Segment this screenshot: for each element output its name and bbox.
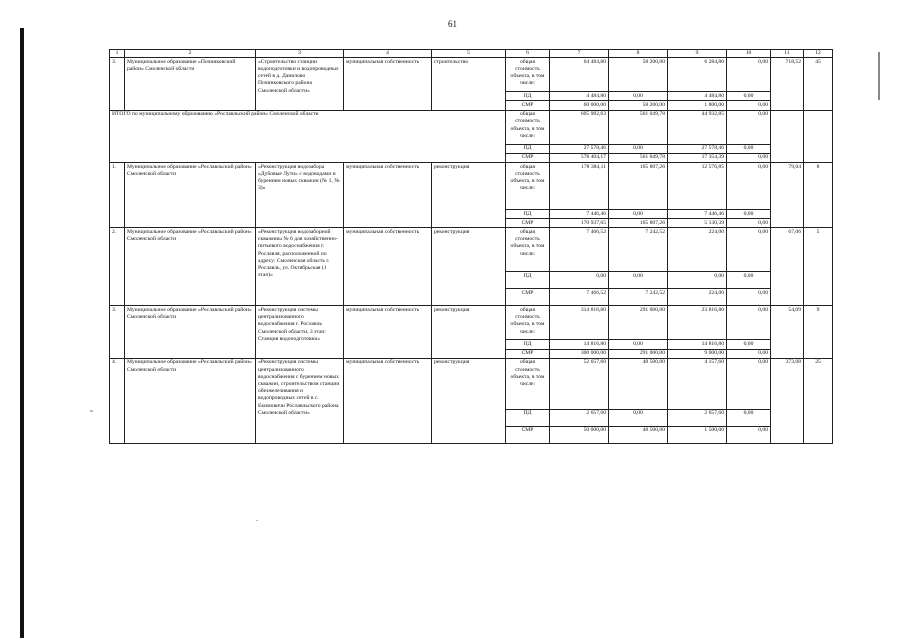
amount-cell: 0,00	[550, 272, 609, 289]
investment-table	[109, 49, 833, 444]
amount-cell: 178 384,11	[550, 163, 609, 210]
amount-cell: 23 816,80	[668, 306, 727, 340]
column-number: 8	[609, 50, 668, 58]
capacity-value: 54,09	[771, 306, 804, 358]
amount-cell: 58 200,00	[609, 101, 668, 110]
amount-cell: 0,00	[609, 144, 668, 153]
amount-cell: 0,00	[668, 272, 727, 289]
amount-cell: 0,00	[609, 210, 668, 219]
amount-cell: 52 657,60	[550, 358, 609, 409]
amount-cell: 0,00	[727, 340, 771, 349]
object-row	[110, 228, 833, 272]
amount-cell: 224,00	[668, 228, 727, 272]
ownership: муниципальная собственность	[344, 163, 432, 228]
ownership: муниципальная собственность	[344, 58, 432, 110]
column-number: 12	[804, 50, 833, 58]
cost-type-label: СМР	[506, 101, 550, 110]
object-name: «Реконструкция водозабора «Дубовые Лути» с водоводами и бурением новых скважин (№ 1, № 3)»	[256, 163, 344, 228]
empty-cell	[771, 110, 804, 162]
column-number: 1	[110, 50, 125, 58]
amount-cell: 0,00	[609, 409, 668, 426]
scan-edge-mark	[878, 52, 880, 100]
scan-speck	[256, 520, 258, 521]
object-row	[110, 306, 833, 340]
amount-cell: 0,00	[727, 153, 771, 162]
amount-cell: 0,00	[609, 340, 668, 349]
cost-type-label: ПД	[506, 340, 550, 349]
amount-cell: 0,00	[727, 58, 771, 92]
object-row	[110, 58, 833, 92]
amount-cell: 0,00	[727, 110, 771, 144]
amount-cell: 12 576,85	[668, 163, 727, 210]
cost-type-label: СМР	[506, 219, 550, 228]
ownership: муниципальная собственность	[344, 228, 432, 306]
ownership: муниципальная собственность	[344, 358, 432, 443]
capacity-value: 373,08	[771, 358, 804, 443]
cost-type-label: ПД	[506, 272, 550, 289]
amount-cell: 0,00	[727, 272, 771, 289]
amount-cell: 7 242,52	[609, 289, 668, 306]
count-value: 45	[804, 58, 833, 110]
column-number: 10	[727, 50, 771, 58]
total-label: ИТОГО по муниципальному образованию «Рославльский район» Смоленской области	[110, 110, 506, 162]
column-number: 7	[550, 50, 609, 58]
amount-cell: 0,00	[727, 409, 771, 426]
amount-cell: 291 000,00	[609, 349, 668, 358]
amount-cell: 64 484,80	[550, 58, 609, 92]
amount-cell: 0,00	[609, 92, 668, 101]
object-row	[110, 358, 833, 409]
object-name: «Реконструкция водозаборной скважины № 6 для хозяйственно-питьевого водоснабжения г. Рославля, расположенной по адресу: Смоленская область г. Рославль, ул. Октябрьская (1 этап)»	[256, 228, 344, 306]
count-value: 8	[804, 163, 833, 228]
cost-type-label: общая стоимость объекта, в том числе:	[506, 163, 550, 210]
row-number: 1.	[110, 163, 125, 228]
amount-cell: 300 000,00	[550, 349, 609, 358]
amount-cell: 7 466,52	[550, 289, 609, 306]
amount-cell: 0,00	[727, 144, 771, 153]
work-type: реконструкция	[432, 358, 506, 443]
column-number: 3	[256, 50, 344, 58]
amount-cell: 0,00	[609, 272, 668, 289]
amount-cell: 14 816,80	[668, 340, 727, 349]
amount-cell: 0,00	[727, 219, 771, 228]
column-number: 6	[506, 50, 550, 58]
column-number: 4	[344, 50, 432, 58]
amount-cell: 4 484,80	[668, 92, 727, 101]
amount-cell: 291 000,00	[609, 306, 668, 340]
amount-cell: 7 446,46	[668, 210, 727, 219]
amount-cell: 578 404,17	[550, 153, 609, 162]
amount-cell: 50 000,00	[550, 426, 609, 443]
amount-cell: 48 500,00	[609, 358, 668, 409]
amount-cell: 27 578,46	[668, 144, 727, 153]
amount-cell: 561 049,78	[609, 110, 668, 144]
amount-cell: 0,00	[727, 358, 771, 409]
page-number: 61	[448, 19, 457, 29]
object-name: «Строительство станции водоподготовки и водопроводных сетей в д. Данилово Починковского района Смоленской области»	[256, 58, 344, 110]
amount-cell: 48 500,00	[609, 426, 668, 443]
cost-type-label: ПД	[506, 409, 550, 426]
amount-cell: 14 816,80	[550, 340, 609, 349]
amount-cell: 27 578,46	[550, 144, 609, 153]
work-type: реконструкция	[432, 163, 506, 228]
column-number-row	[110, 50, 833, 58]
ownership: муниципальная собственность	[344, 306, 432, 358]
amount-cell: 0,00	[727, 289, 771, 306]
amount-cell: 60 000,00	[550, 101, 609, 110]
column-number: 11	[771, 50, 804, 58]
amount-cell: 2 657,60	[668, 409, 727, 426]
amount-cell: 4 484,80	[550, 92, 609, 101]
amount-cell: 1 500,00	[668, 426, 727, 443]
cost-type-label: СМР	[506, 426, 550, 443]
amount-cell: 561 049,78	[609, 153, 668, 162]
empty-cell	[804, 110, 833, 162]
amount-cell: 2 657,60	[550, 409, 609, 426]
amount-cell: 0,00	[727, 228, 771, 272]
amount-cell: 7 446,46	[550, 210, 609, 219]
amount-cell: 1 800,00	[668, 101, 727, 110]
object-row	[110, 163, 833, 210]
amount-cell: 4 157,60	[668, 358, 727, 409]
row-number: 4.	[110, 358, 125, 443]
amount-cell: 17 354,39	[668, 153, 727, 162]
amount-cell: 44 932,85	[668, 110, 727, 144]
amount-cell: 0,00	[727, 306, 771, 340]
amount-cell: 0,00	[727, 210, 771, 219]
cost-type-label: общая стоимость объекта, в том числе:	[506, 228, 550, 272]
capacity-value: 718,52	[771, 58, 804, 110]
cost-type-label: ПД	[506, 92, 550, 101]
amount-cell: 0,00	[727, 163, 771, 210]
amount-cell: 5 130,39	[668, 219, 727, 228]
cost-type-label: общая стоимость объекта, в том числе:	[506, 306, 550, 340]
amount-cell: 7 466,52	[550, 228, 609, 272]
count-value: 25	[804, 358, 833, 443]
cost-type-label: общая стоимость объекта, в том числе:	[506, 58, 550, 92]
amount-cell: 165 807,26	[609, 163, 668, 210]
work-type: реконструкция	[432, 306, 506, 358]
object-name: «Реконструкция системы централизованного водоснабжения г. Рославль Смоленской области, 3 этап: Станция водоподготовки»	[256, 306, 344, 358]
amount-cell: 7 242,52	[609, 228, 668, 272]
municipality: Муниципальное образование «Рославльский район» Смоленской области	[125, 358, 256, 443]
cost-type-label: СМР	[506, 289, 550, 306]
cost-type-label: ПД	[506, 144, 550, 153]
cost-type-label: общая стоимость объекта, в том числе:	[506, 110, 550, 144]
work-type: реконструкция	[432, 228, 506, 306]
cost-type-label: СМР	[506, 349, 550, 358]
amount-cell: 0,00	[727, 349, 771, 358]
capacity-value: 79,04	[771, 163, 804, 228]
row-number: 3.	[110, 58, 125, 110]
amount-cell: 0,00	[727, 92, 771, 101]
scan-edge-bar	[20, 28, 24, 638]
municipality: Муниципальное образование «Рославльский район» Смоленской области	[125, 306, 256, 358]
amount-cell: 9 000,00	[668, 349, 727, 358]
municipality: Муниципальное образование «Рославльский район» Смоленской области	[125, 228, 256, 306]
capacity-value: 67,06	[771, 228, 804, 306]
municipality: Муниципальное образование «Рославльский район» Смоленской области	[125, 163, 256, 228]
cost-type-label: СМР	[506, 153, 550, 162]
object-row	[110, 110, 833, 144]
column-number: 2	[125, 50, 256, 58]
count-value: 5	[804, 228, 833, 306]
row-number: 3.	[110, 306, 125, 358]
count-value: 9	[804, 306, 833, 358]
work-type: строительство	[432, 58, 506, 110]
amount-cell: 0,00	[727, 426, 771, 443]
amount-cell: 6 284,80	[668, 58, 727, 92]
amount-cell: 0,00	[727, 101, 771, 110]
amount-cell: 314 816,80	[550, 306, 609, 340]
municipality: Муниципальное образование «Починковский район» Смоленской области	[125, 58, 256, 110]
cost-type-label: ПД	[506, 210, 550, 219]
amount-cell: 165 807,26	[609, 219, 668, 228]
amount-cell: 170 937,65	[550, 219, 609, 228]
object-name: «Реконструкция системы централизованного водоснабжения с бурением новых скважин, строительством станции обезжелезивания и водопроводных сетей в с. Екимовичи Рославльского района Смоленской области»	[256, 358, 344, 443]
amount-cell: 605 982,63	[550, 110, 609, 144]
column-number: 9	[668, 50, 727, 58]
cost-type-label: общая стоимость объекта, в том числе:	[506, 358, 550, 409]
amount-cell: 224,00	[668, 289, 727, 306]
column-number: 5	[432, 50, 506, 58]
row-number: 2.	[110, 228, 125, 306]
scan-speck	[90, 410, 93, 412]
amount-cell: 58 200,00	[609, 58, 668, 92]
